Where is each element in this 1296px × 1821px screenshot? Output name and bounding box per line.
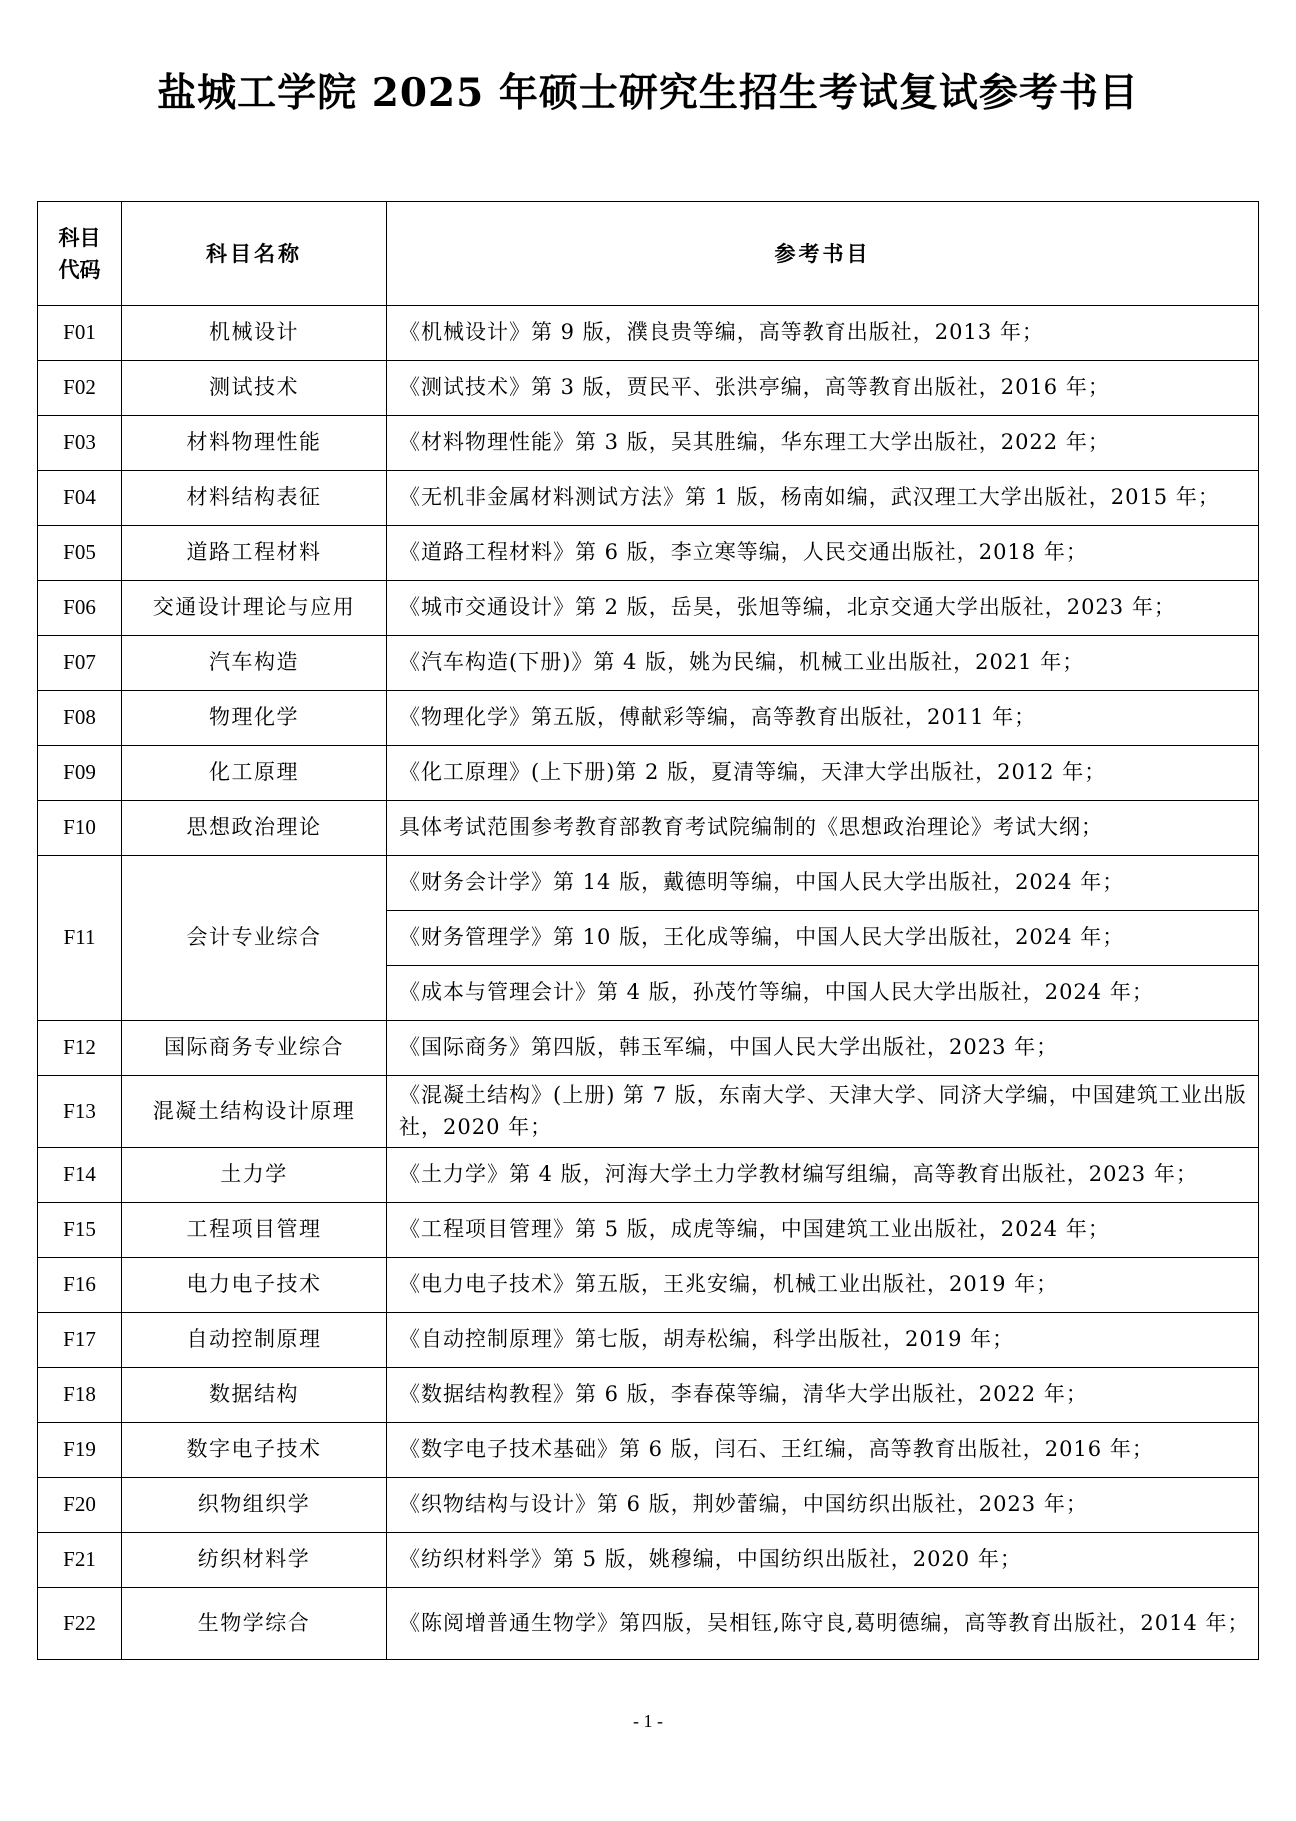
page-title: 盐城工学院 2025 年硕士研究生招生考试复试参考书目 [157,70,1139,116]
subject-name-cell: 土力学 [122,1148,387,1203]
table-row [38,801,1259,856]
table-row [38,1478,1259,1533]
subject-code-cell: F22 [38,1588,122,1660]
subject-name-cell: 交通设计理论与应用 [122,581,387,636]
subject-code-cell: F08 [38,691,122,746]
reference-book-table [37,201,1259,1660]
table-row [38,306,1259,361]
reference-book-cell: 《无机非金属材料测试方法》第 1 版，杨南如编，武汉理工大学出版社，2015 年； [387,471,1259,526]
reference-book-cell: 《道路工程材料》第 6 版，李立寒等编，人民交通出版社，2018 年； [387,526,1259,581]
subject-code-cell: F21 [38,1533,122,1588]
reference-book-cell: 《自动控制原理》第七版，胡寿松编，科学出版社，2019 年； [387,1313,1259,1368]
subject-name-cell: 国际商务专业综合 [122,1021,387,1076]
table-row [38,1148,1259,1203]
subject-code-cell: F12 [38,1021,122,1076]
subject-code-cell: F16 [38,1258,122,1313]
reference-book-cell: 《测试技术》第 3 版，贾民平、张洪亭编，高等教育出版社，2016 年； [387,361,1259,416]
table-row [38,1423,1259,1478]
table-row [38,856,1259,911]
table-row [38,471,1259,526]
subject-name-cell: 会计专业综合 [122,856,387,1021]
reference-book-cell: 《财务管理学》第 10 版，王化成等编，中国人民大学出版社，2024 年； [387,911,1259,966]
subject-name-cell: 数据结构 [122,1368,387,1423]
reference-book-cell: 《数据结构教程》第 6 版，李春葆等编，清华大学出版社，2022 年； [387,1368,1259,1423]
subject-name-cell: 混凝土结构设计原理 [122,1076,387,1148]
subject-name-cell: 思想政治理论 [122,801,387,856]
subject-name-cell: 自动控制原理 [122,1313,387,1368]
subject-code-cell: F06 [38,581,122,636]
subject-name-cell: 织物组织学 [122,1478,387,1533]
table-row [38,691,1259,746]
subject-code-cell: F05 [38,526,122,581]
reference-book-cell: 《数字电子技术基础》第 6 版，闫石、王红编，高等教育出版社，2016 年； [387,1423,1259,1478]
subject-name-cell: 道路工程材料 [122,526,387,581]
subject-code-cell: F03 [38,416,122,471]
table-row [38,1203,1259,1258]
subject-name-cell: 汽车构造 [122,636,387,691]
table-row [38,1313,1259,1368]
subject-name-cell: 生物学综合 [122,1588,387,1660]
reference-book-cell: 《财务会计学》第 14 版，戴德明等编，中国人民大学出版社，2024 年； [387,856,1259,911]
subject-name-cell: 数字电子技术 [122,1423,387,1478]
subject-code-cell: F13 [38,1076,122,1148]
reference-book-cell: 《物理化学》第五版，傅献彩等编，高等教育出版社，2011 年； [387,691,1259,746]
table-row [38,1076,1259,1148]
subject-code-cell: F10 [38,801,122,856]
subject-code-cell: F20 [38,1478,122,1533]
subject-code-cell: F04 [38,471,122,526]
subject-code-cell: F18 [38,1368,122,1423]
subject-code-cell: F07 [38,636,122,691]
header-subject-code [38,202,122,306]
reference-book-cell: 《汽车构造(下册)》第 4 版，姚为民编，机械工业出版社，2021 年； [387,636,1259,691]
reference-book-cell: 《混凝土结构》(上册) 第 7 版，东南大学、天津大学、同济大学编，中国建筑工业出版社，2020 年； [387,1076,1259,1148]
header-code-line2: 代码 [58,256,101,282]
reference-book-cell: 《陈阅增普通生物学》第四版，吴相钰,陈守良,葛明德编，高等教育出版社，2014 年； [387,1588,1259,1660]
subject-code-cell: F19 [38,1423,122,1478]
reference-book-cell: 《材料物理性能》第 3 版，吴其胜编，华东理工大学出版社，2022 年； [387,416,1259,471]
reference-book-cell: 《电力电子技术》第五版，王兆安编，机械工业出版社，2019 年； [387,1258,1259,1313]
table-row [38,1533,1259,1588]
subject-code-cell: F11 [38,856,122,1021]
table-body [38,306,1259,1660]
reference-book-cell: 《织物结构与设计》第 6 版，荆妙蕾编，中国纺织出版社，2023 年； [387,1478,1259,1533]
subject-name-cell: 材料结构表征 [122,471,387,526]
table-row [38,636,1259,691]
subject-name-cell: 化工原理 [122,746,387,801]
reference-book-cell: 《化工原理》(上下册)第 2 版，夏清等编，天津大学出版社，2012 年； [387,746,1259,801]
table-row [38,416,1259,471]
header-code-line1: 科目 [58,225,101,250]
page-number: - 1 - [633,1711,663,1731]
table-row [38,1021,1259,1076]
table-row [38,1368,1259,1423]
header-reference-books: 参考书目 [387,202,1259,306]
reference-book-cell: 《土力学》第 4 版，河海大学土力学教材编写组编，高等教育出版社，2023 年； [387,1148,1259,1203]
table-row [38,581,1259,636]
reference-book-cell: 《机械设计》第 9 版，濮良贵等编，高等教育出版社，2013 年； [387,306,1259,361]
reference-book-cell: 具体考试范围参考教育部教育考试院编制的《思想政治理论》考试大纲； [387,801,1259,856]
reference-book-cell: 《纺织材料学》第 5 版，姚穆编，中国纺织出版社，2020 年； [387,1533,1259,1588]
table-row [38,1588,1259,1660]
reference-book-cell: 《城市交通设计》第 2 版，岳昊，张旭等编，北京交通大学出版社，2023 年； [387,581,1259,636]
subject-code-cell: F17 [38,1313,122,1368]
subject-code-cell: F02 [38,361,122,416]
table-row [38,526,1259,581]
table-header-row [38,202,1259,306]
subject-name-cell: 电力电子技术 [122,1258,387,1313]
subject-name-cell: 工程项目管理 [122,1203,387,1258]
table-row [38,361,1259,416]
subject-name-cell: 材料物理性能 [122,416,387,471]
subject-code-cell: F09 [38,746,122,801]
subject-name-cell: 测试技术 [122,361,387,416]
table-row [38,746,1259,801]
subject-name-cell: 纺织材料学 [122,1533,387,1588]
header-subject-name: 科目名称 [122,202,387,306]
reference-book-cell: 《成本与管理会计》第 4 版，孙茂竹等编，中国人民大学出版社，2024 年； [387,966,1259,1021]
subject-name-cell: 机械设计 [122,306,387,361]
table-row [38,1258,1259,1313]
subject-code-cell: F15 [38,1203,122,1258]
subject-code-cell: F14 [38,1148,122,1203]
reference-book-cell: 《工程项目管理》第 5 版，成虎等编，中国建筑工业出版社，2024 年； [387,1203,1259,1258]
reference-book-cell: 《国际商务》第四版，韩玉军编，中国人民大学出版社，2023 年； [387,1021,1259,1076]
subject-code-cell: F01 [38,306,122,361]
subject-name-cell: 物理化学 [122,691,387,746]
